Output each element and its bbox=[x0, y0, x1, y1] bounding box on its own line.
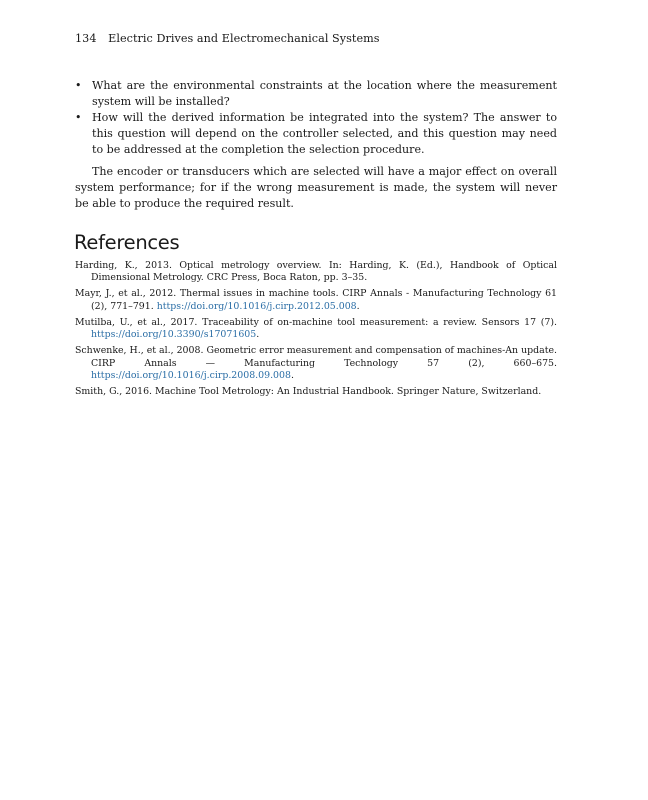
reference-text: Mutilba, U., et al., 2017. Traceability of on-machine tool measurement: a review. Sensors 17 (7). bbox=[75, 316, 557, 328]
reference-item bbox=[75, 288, 557, 313]
reference-tail: . bbox=[290, 370, 294, 382]
bullet-icon: • bbox=[75, 79, 82, 92]
reference-item bbox=[75, 345, 557, 382]
page-number: 134 bbox=[75, 32, 97, 45]
reference-tail: . bbox=[256, 329, 260, 341]
references-heading: References bbox=[74, 231, 180, 254]
bullet-icon: • bbox=[75, 111, 82, 124]
bullet-item bbox=[75, 110, 557, 158]
bullet-text: What are the environmental constraints at the location where the measurement system will be installed? bbox=[92, 79, 557, 108]
doi-link[interactable]: https://doi.org/10.3390/s17071605 bbox=[91, 329, 257, 341]
doi-link[interactable]: https://doi.org/10.1016/j.cirp.2012.05.008 bbox=[156, 300, 357, 312]
running-title: Electric Drives and Electromechanical Systems bbox=[108, 32, 380, 45]
doi-link[interactable]: https://doi.org/10.1016/j.cirp.2008.09.008 bbox=[91, 370, 291, 382]
reference-item bbox=[75, 386, 557, 398]
body-paragraph: The encoder or transducers which are selected will have a major effect on overall system performance; for if the wrong measurement is made, the system will never be able to produce the required result. bbox=[75, 165, 557, 210]
bullet-item bbox=[75, 78, 557, 110]
reference-text: Smith, G., 2016. Machine Tool Metrology: An Industrial Handbook. Springer Nature, Switzerland. bbox=[75, 386, 542, 398]
reference-tail: . bbox=[356, 300, 360, 312]
reference-item bbox=[75, 317, 557, 342]
reference-text: Harding, K., 2013. Optical metrology overview. In: Harding, K. (Ed.), Handbook of Optical Dimensional Metrology. CRC Press, Boca Raton, pp. 3–35. bbox=[75, 260, 557, 284]
reference-list bbox=[75, 260, 557, 402]
bullet-list bbox=[75, 78, 557, 158]
reference-item bbox=[75, 260, 557, 285]
reference-text: Mayr, J., et al., 2012. Thermal issues in machine tools. CIRP Annals - Manufacturing Technology 61 (2), 771–791. bbox=[75, 288, 557, 312]
reference-text: Schwenke, H., et al., 2008. Geometric error measurement and compensation of machines-An update. CIRP Annals — Manufacturing Technology 57 (2), 660–675. bbox=[75, 345, 557, 369]
running-header bbox=[75, 32, 380, 45]
bullet-text: How will the derived information be integrated into the system? The answer to this question will depend on the controller selected, and this question may need to be addressed at the completion the selection procedure. bbox=[92, 111, 557, 156]
